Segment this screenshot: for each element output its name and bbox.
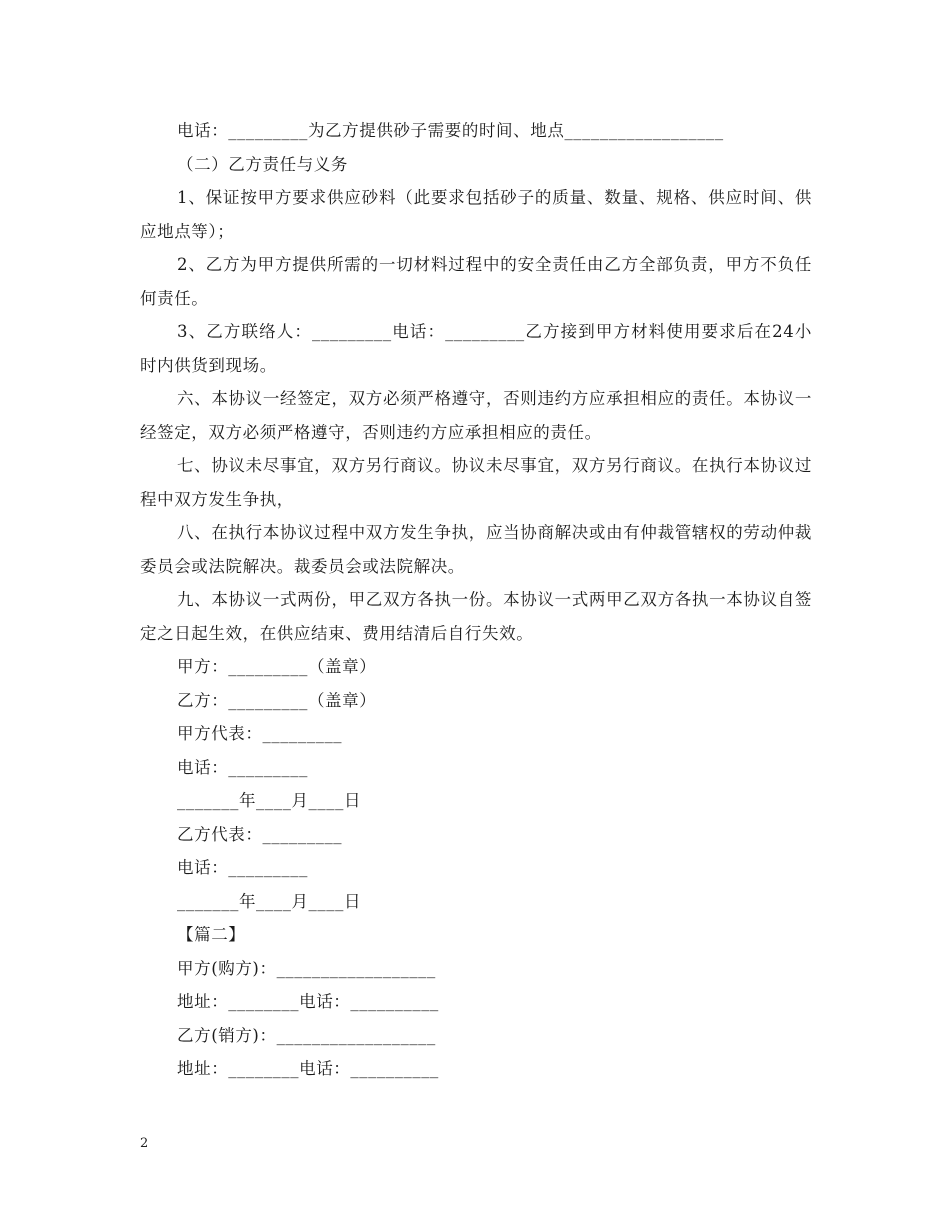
paragraph: 八、在执行本协议过程中双方发生争执，应当协商解决或由有仲裁管辖权的劳动仲裁委员会或法院解决。裁委员会或法院解决。 [140, 523, 812, 576]
signature-line: 甲方代表：_________ [177, 724, 343, 743]
date-line: _______年____月____日 [177, 891, 362, 911]
paragraph: 1、保证按甲方要求供应砂料（此要求包括砂子的质量、数量、规格、供应时间、供应地点等）； [140, 188, 812, 241]
page-number: 2 [140, 1136, 149, 1151]
signature-line: 乙方：_________（盖章） [177, 690, 377, 710]
section-heading: 【篇二】 [177, 925, 246, 944]
signature-line: 电话：_________ [177, 858, 308, 877]
paragraph: 2、乙方为甲方提供所需的一切材料过程中的安全责任由乙方全部负责，甲方不负任何责任。 [140, 255, 812, 308]
section-heading: （二）乙方责任与义务 [177, 154, 348, 174]
party-line: 地址：________电话：__________ [177, 1059, 439, 1078]
text-line: 电话：_________为乙方提供砂子需要的时间、地点__________________ [177, 121, 724, 140]
document-body [140, 114, 812, 1086]
paragraph: 七、协议未尽事宜，双方另行商议。协议未尽事宜，双方另行商议。在执行本协议过程中双方发生争执， [140, 456, 812, 509]
signature-line: 甲方：_________（盖章） [177, 657, 377, 676]
date-line: _______年____月____日 [177, 791, 362, 810]
signature-line: 电话：_________ [177, 757, 308, 777]
paragraph: 九、本协议一式两份，甲乙双方各执一份。本协议一式两甲乙双方各执一本协议自签定之日起生效，在供应结束、费用结清后自行失效。 [140, 590, 812, 643]
party-line: 甲方(购方)：__________________ [177, 958, 436, 978]
paragraph: 六、本协议一经签定，双方必须严格遵守，否则违约方应承担相应的责任。本协议一经签定，双方必须严格遵守，否则违约方应承担相应的责任。 [140, 389, 812, 442]
party-line: 乙方(销方)：__________________ [177, 1025, 436, 1045]
paragraph: 3、乙方联络人：_________电话：_________乙方接到甲方材料使用要求后在24小时内供货到现场。 [140, 322, 812, 375]
signature-line: 乙方代表：_________ [177, 824, 343, 844]
party-line: 地址：________电话：__________ [177, 992, 439, 1011]
